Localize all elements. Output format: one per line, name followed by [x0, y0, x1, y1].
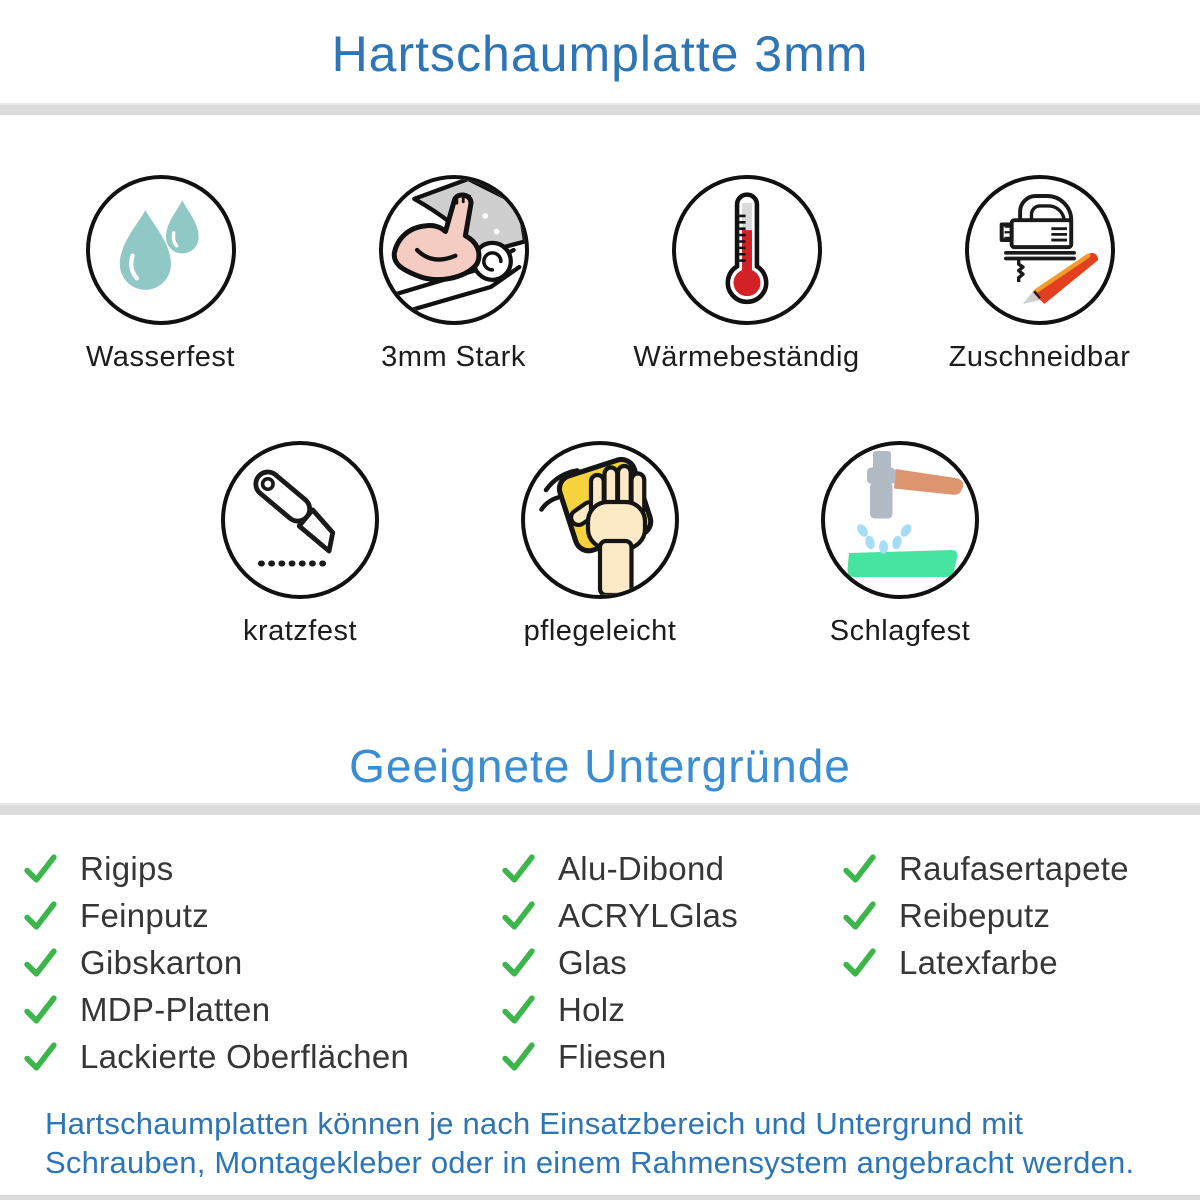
feature-label: Zuschneidbar [948, 341, 1131, 373]
hammer-impact-icon [825, 445, 975, 595]
substrate-label: Latexfarbe [899, 943, 1058, 981]
jigsaw-cutter-icon [969, 179, 1111, 321]
feature-label: pflegeleicht [523, 615, 677, 647]
check-icon [841, 897, 878, 934]
substrate-label: Raufasertapete [899, 849, 1129, 887]
footer-note [45, 1104, 1200, 1182]
check-icon [500, 1038, 537, 1075]
substrate-item [22, 986, 500, 1033]
substrate-label: MDP-Platten [80, 990, 271, 1028]
feature-pflegeleicht [450, 441, 750, 649]
check-icon [841, 944, 878, 981]
substrates-column-2 [500, 845, 841, 1080]
mid-divider [0, 803, 1200, 815]
section-title: Geeignete Untergründe [349, 740, 851, 792]
top-divider [0, 103, 1200, 115]
substrate-label: Fliesen [558, 1037, 667, 1075]
check-icon [500, 850, 537, 887]
check-icon [500, 944, 537, 981]
substrate-label: Lackierte Oberflächen [80, 1037, 410, 1075]
feature-circle [221, 441, 379, 599]
substrate-item [841, 939, 1200, 986]
feature-schlagfest [750, 441, 1050, 649]
footer-line-1: Hartschaumplatten können je nach Einsatzbereich und Untergrund mit [45, 1106, 1024, 1141]
substrate-label: Alu-Dibond [558, 849, 725, 887]
check-icon [22, 850, 59, 887]
feature-label: Schlagfest [829, 615, 971, 647]
check-icon [22, 944, 59, 981]
substrate-item [22, 845, 500, 892]
feature-circle [379, 175, 529, 325]
substrate-item [500, 986, 841, 1033]
feature-label: 3mm Stark [381, 341, 526, 373]
thermometer-icon [676, 179, 818, 321]
substrate-label: ACRYLGlas [558, 896, 738, 934]
substrates-column-3 [841, 845, 1200, 986]
footer-line-2: Schrauben, Montagekleber oder in einem Rahmensystem angebracht werden. [45, 1145, 1135, 1180]
feature-3mm-stark [307, 175, 600, 375]
substrate-label: Gibskarton [80, 943, 243, 981]
feature-wasserfest [14, 175, 307, 375]
feature-circle [86, 175, 236, 325]
substrates-list [0, 845, 1200, 1080]
substrate-item [841, 845, 1200, 892]
feature-zuschneidbar [893, 175, 1186, 375]
substrate-label: Glas [558, 943, 628, 981]
feature-label: kratzfest [242, 615, 358, 647]
muscle-arm-icon [383, 179, 525, 321]
substrate-item [500, 939, 841, 986]
substrate-label: Reibeputz [899, 896, 1051, 934]
water-drops-icon [90, 179, 232, 321]
page-title: Hartschaumplatte 3mm [331, 26, 869, 82]
feature-label: Wärmebeständig [633, 341, 860, 373]
utility-knife-icon [225, 445, 375, 595]
substrate-item [500, 1033, 841, 1080]
check-icon [22, 1038, 59, 1075]
feature-waermebestaendig [600, 175, 893, 375]
substrate-item [500, 845, 841, 892]
features-row-1 [14, 175, 1186, 375]
feature-circle [521, 441, 679, 599]
substrate-item [22, 939, 500, 986]
check-icon [22, 991, 59, 1028]
substrate-item [500, 892, 841, 939]
feature-circle [821, 441, 979, 599]
substrate-item [22, 1033, 500, 1080]
cleaning-cloth-hand-icon [525, 445, 675, 595]
check-icon [500, 897, 537, 934]
bottom-divider [0, 1195, 1200, 1200]
substrates-column-1 [22, 845, 500, 1080]
substrate-label: Holz [558, 990, 626, 1028]
check-icon [500, 991, 537, 1028]
feature-circle [672, 175, 822, 325]
feature-label: Wasserfest [86, 341, 235, 373]
feature-kratzfest [150, 441, 450, 649]
substrate-label: Feinputz [80, 896, 209, 934]
substrate-item [22, 892, 500, 939]
feature-circle [965, 175, 1115, 325]
substrate-label: Rigips [80, 849, 174, 887]
check-icon [841, 850, 878, 887]
features-row-2 [150, 441, 1050, 649]
substrate-item [841, 892, 1200, 939]
check-icon [22, 897, 59, 934]
